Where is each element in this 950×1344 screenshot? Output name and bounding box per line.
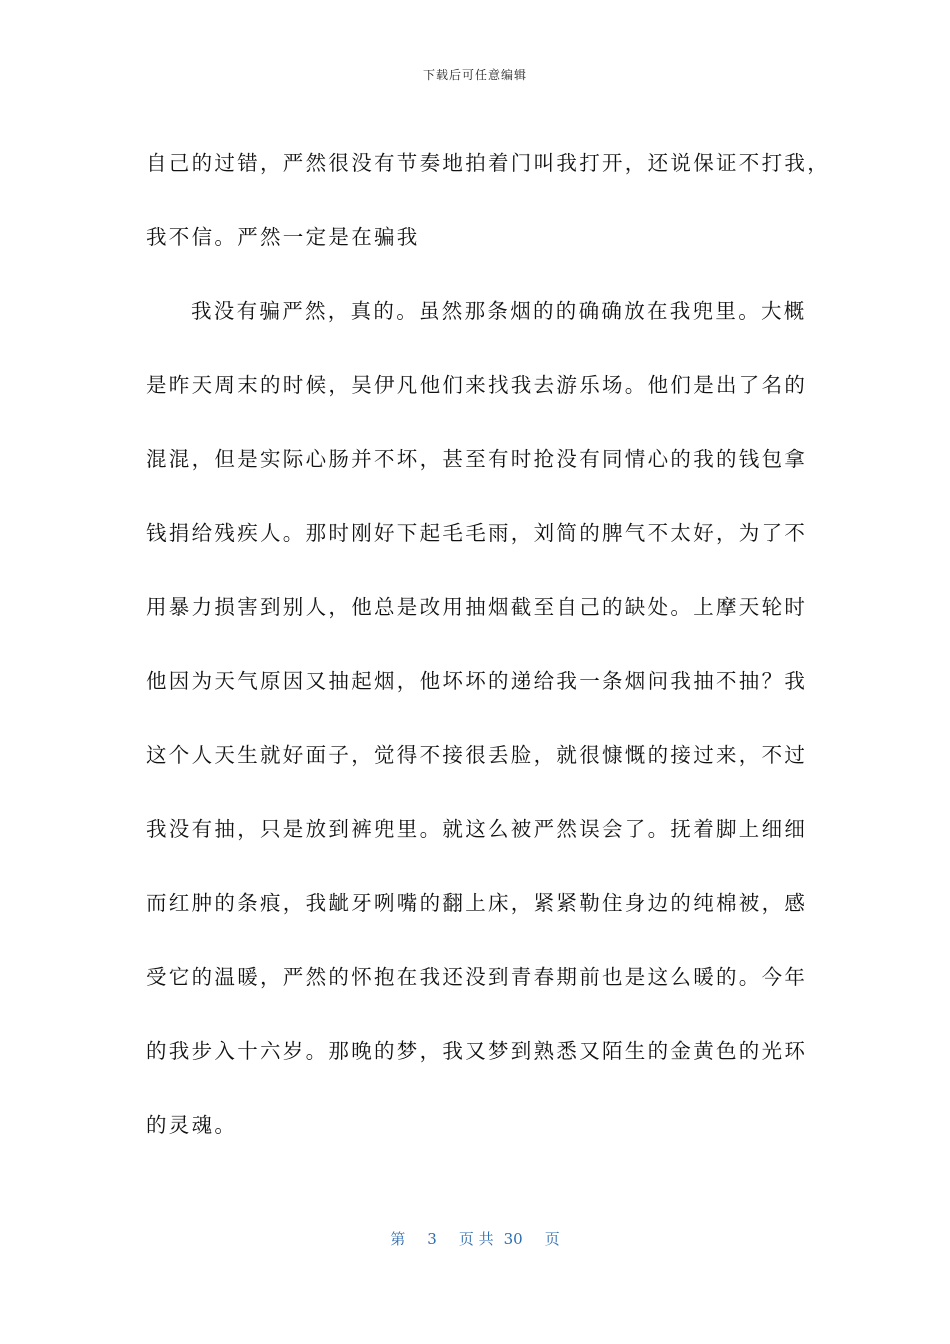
text-line: 而红肿的条痕，我龇牙咧嘴的翻上床，紧紧勒住身边的纯棉被，感 (146, 891, 808, 915)
header-note: 下载后可任意编辑 (422, 68, 527, 82)
total-pages-number: 30 (503, 1230, 523, 1248)
text-line: 钱捐给残疾人。那时刚好下起毛毛雨，刘简的脾气不太好，为了不 (146, 521, 808, 545)
paragraph-start-line: 我没有骗严然，真的。虽然那条烟的的确确放在我兜里。大概 (191, 299, 807, 323)
text-line: 他因为天气原因又抽起烟，他坏坏的递给我一条烟问我抽不抽？我 (146, 669, 808, 693)
text-line: 混混，但是实际心肠并不坏，甚至有时抢没有同情心的我的钱包拿 (146, 447, 808, 471)
text-line: 我不信。严然一定是在骗我 (146, 225, 420, 249)
text-line: 这个人天生就好面子，觉得不接很丢脸，就很慷慨的接过来，不过 (146, 743, 808, 767)
page-number-footer (0, 1228, 950, 1249)
text-line: 用暴力损害到别人，他总是改用抽烟截至自己的缺处。上摩天轮时 (146, 595, 808, 619)
text-line: 受它的温暖，严然的怀抱在我还没到青春期前也是这么暖的。今年 (146, 965, 808, 989)
current-page-number: 3 (427, 1230, 437, 1248)
text-line: 是昨天周末的时候，吴伊凡他们来找我去游乐场。他们是出了名的 (146, 373, 808, 397)
text-line: 的灵魂。 (146, 1113, 238, 1137)
footer-suffix: 页 (544, 1230, 560, 1248)
text-line: 自己的过错，严然很没有节奏地拍着门叫我打开，还说保证不打我， (146, 151, 830, 175)
text-line: 我没有抽，只是放到裤兜里。就这么被严然误会了。抚着脚上细细 (146, 817, 808, 841)
footer-middle: 页 共 (458, 1230, 494, 1248)
text-line: 的我步入十六岁。那晚的梦，我又梦到熟悉又陌生的金黄色的光环 (146, 1039, 808, 1063)
document-body (146, 126, 830, 1162)
footer-prefix: 第 (390, 1230, 406, 1248)
